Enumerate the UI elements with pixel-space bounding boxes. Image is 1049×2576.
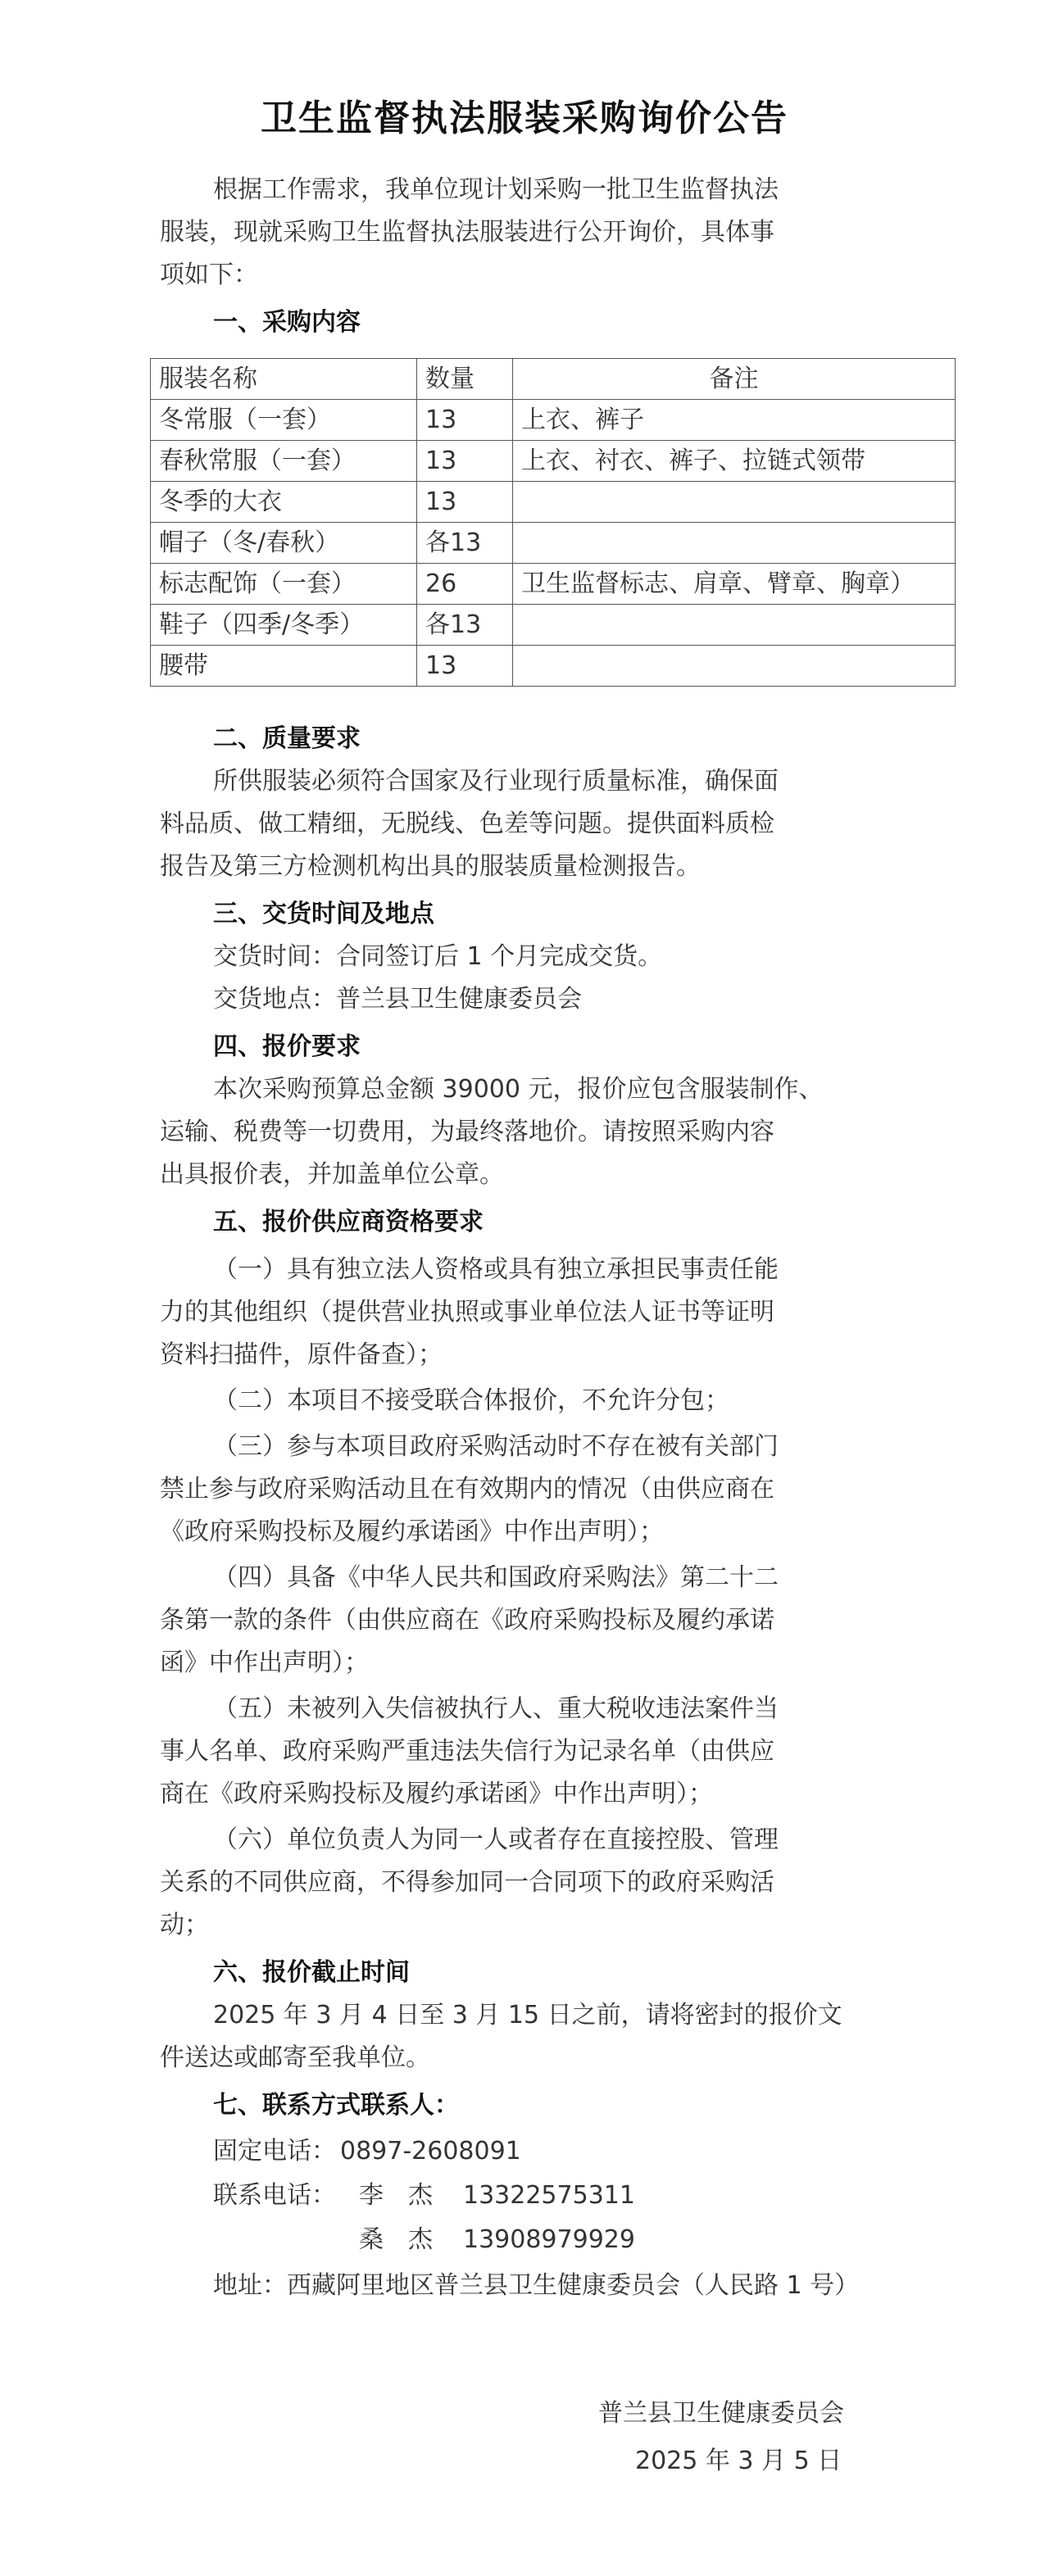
header-quantity: 数量 [417,359,513,400]
cell-name: 标志配饰（一套） [151,564,417,605]
cell-quantity: 13 [417,646,513,687]
cell-name: 腰带 [151,646,417,687]
cell-quantity: 13 [417,482,513,523]
cell-remark [513,523,956,564]
cell-remark [513,605,956,646]
contact-2-name: 桑 杰 [359,2225,433,2254]
cell-quantity: 26 [417,564,513,605]
cell-name: 冬常服（一套） [151,400,417,441]
table-header-row [151,359,956,400]
cell-remark: 卫生监督标志、肩章、臂章、胸章） [513,564,956,605]
table-row [151,441,956,482]
cell-name: 春秋常服（一套） [151,441,417,482]
contact-1-phone: 13322575311 [463,2181,635,2210]
contact-2-phone: 13908979929 [463,2225,635,2254]
cell-quantity: 各13 [417,523,513,564]
signature-org: 普兰县卫生健康委员会 [598,2399,844,2428]
procurement-table [150,358,956,687]
fixed-phone-number: 0897-2608091 [340,2137,521,2166]
table-row [151,605,956,646]
cell-remark: 上衣、裤子 [513,400,956,441]
cell-name: 鞋子（四季/冬季） [151,605,417,646]
notice-page: 卫生监督执法服装采购询价公告 根据工作需求，我单位现计划采购一批卫生监督执法 服装，现就采购卫生监督执法服装进行公开询价，具体事 项如下： 一、采购内容 服装名称 数量 备注 冬常服（一套） 13 上衣、裤子 春秋常服（一套） 13 上衣、衬衣、裤子、拉链式领带 冬季的大衣 13 帽子（冬/春秋） 各13 标志配饰（一套） 26 卫生监督标志、肩章、臂章、胸章） 鞋子（四季/冬季） 各13 腰带 13 二、质量要求 所供服装必须符合国家及行业现行质量标准，确保面 料品质、做工精细，无脱线、色差等问题。提供面料质检 报告及第三方检测机构出具的服装质量检测报告。 三、交货时间及地点 交货时间：合同签订后 1 个月完成交货。 交货地点：普兰县卫生健康委员会 四、报价要求 本次采购预算总金额 39000 元，报价应包含服装制作、 运输、税费等一切费用，为最终落地价。请按照采购内容 出具报价表，并加盖单位公章。 五、报价供应商资格要求 （一）具有独立法人资格或具有独立承担民事责任能 力的其他组织（提供营业执照或事业单位法人证书等证明 资料扫描件，原件备查）； （二）本项目不接受联合体报价，不允许分包； （三）参与本项目政府采购活动时不存在被有关部门 禁止参与政府采购活动且在有效期内的情况（由供应商在 《政府采购投标及履约承诺函》中作出声明）； （四）具备《中华人民共和国政府采购法》第二十二 条第一款的条件（由供应商在《政府采购投标及履约承诺 函》中作出声明）； （五）未被列入失信被执行人、重大税收违法案件当 事人名单、政府采购严重违法失信行为记录名单（由供应 商在《政府采购投标及履约承诺函》中作出声明）； （六）单位负责人为同一人或者存在直接控股、管理 关系的不同供应商，不得参加同一合同项下的政府采购活 动； 六、报价截止时间 2025 年 3 月 4 日至 3 月 15 日之前，请将密封的报价文 件送达或邮寄至我单位。 七、联系方式联系人： 固定电话： 0897-2608091 联系电话： 李 杰 13322575311 桑 杰 13908979929 地址：西藏阿里地区普兰县卫生健康委员会（人民路 1 号） 普兰县卫生健康委员会 2025 年 3 月 5 日 [0,0,1049,2576]
cell-quantity: 13 [417,400,513,441]
contact-1-name: 李 杰 [359,2181,433,2210]
table-row [151,564,956,605]
cell-remark [513,482,956,523]
cell-remark [513,646,956,687]
table-row [151,646,956,687]
cell-quantity: 各13 [417,605,513,646]
signature-date: 2025 年 3 月 5 日 [635,2447,842,2475]
cell-remark: 上衣、衬衣、裤子、拉链式领带 [513,441,956,482]
cell-name: 冬季的大衣 [151,482,417,523]
table-row [151,400,956,441]
fixed-phone-label: 固定电话： [213,2137,336,2166]
cell-quantity: 13 [417,441,513,482]
contact-label: 联系电话： [213,2181,336,2210]
table-row [151,482,956,523]
page-title: 卫生监督执法服装采购询价公告 [261,98,788,139]
header-remark: 备注 [513,359,956,400]
table-row [151,523,956,564]
header-name: 服装名称 [151,359,417,400]
cell-name: 帽子（冬/春秋） [151,523,417,564]
